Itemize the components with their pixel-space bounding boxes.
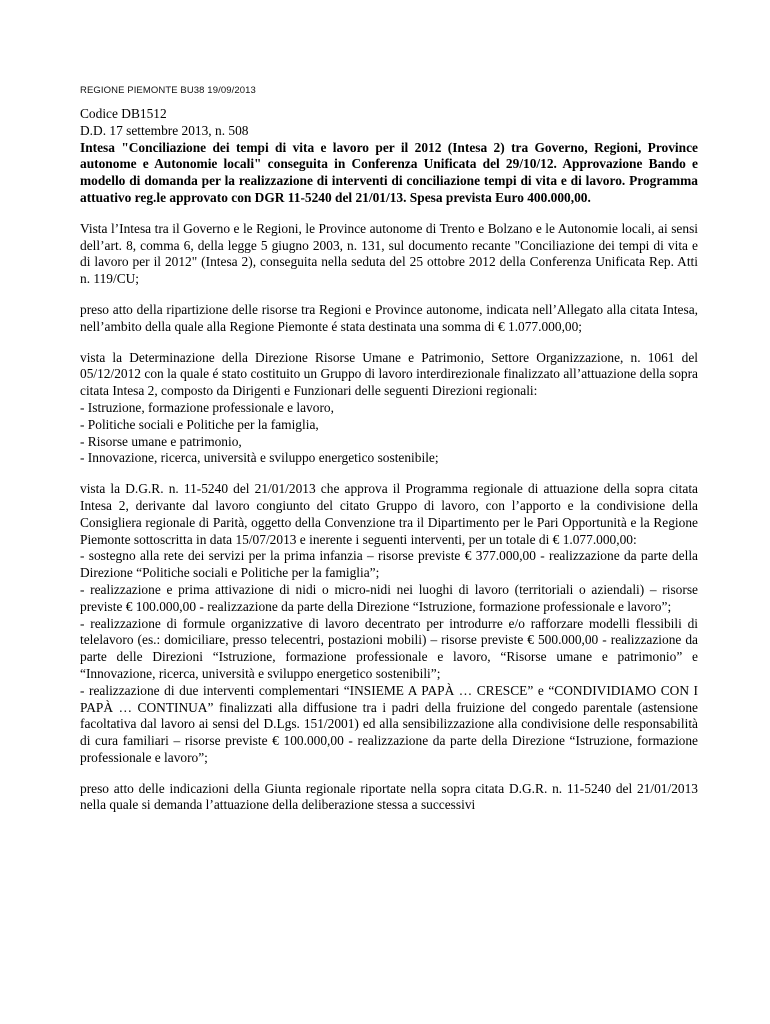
list-item: - realizzazione di due interventi complementari “INSIEME A PAPÀ … CRESCE” e “CONDIVIDIAMO CON I PAPÀ … CONTINUA” finalizzati alla diffusione tra i padri della fruizione del congedo parentale (astensione facoltativa dal lavoro ai sensi del D.Lgs. 151/2001) ed alla sensibilizzazione alla condivisione delle responsabilità di cura familiari – risorse previste € 100.000,00 - realizzazione da parte della Direzione “Istruzione, formazione professionale e lavoro”;: [80, 682, 698, 765]
paragraph-ripartizione: preso atto della ripartizione delle risorse tra Regioni e Province autonome, indicata nell’Allegato alla citata Intesa, nell’ambito della quale alla Regione Piemonte é stata destinata una somma di € 1.077.000,00;: [80, 301, 698, 334]
document-title: Intesa "Conciliazione dei tempi di vita e lavoro per il 2012 (Intesa 2) tra Governo, Regioni, Province autonome e Autonomie locali" conseguita in Conferenza Unificata del 29/10/12. Approvazione Bando e modello di domanda per la realizzazione di interventi di conciliazione tempi di vita e di lavoro. Programma attuativo reg.le approvato con DGR 11-5240 del 21/01/13. Spesa prevista Euro 400.000,00.: [80, 139, 698, 205]
list-item: - sostegno alla rete dei servizi per la prima infanzia – risorse previste € 377.000,00 - realizzazione da parte della Direzione “Politiche sociali e Politiche per la famiglia”;: [80, 548, 698, 581]
paragraph-preso-atto: preso atto delle indicazioni della Giunta regionale riportate nella sopra citata D.G.R. n. 11-5240 del 21/01/2013 nella quale si demanda l’attuazione della deliberazione stessa a successivi: [80, 780, 698, 813]
paragraph-vista-intesa: Vista l’Intesa tra il Governo e le Regioni, le Province autonome di Trento e Bolzano e le Autonomie locali, ai sensi dell’art. 8, comma 6, della legge 5 giugno 2003, n. 131, sul documento recante "Conciliazione dei tempi di vita e di lavoro per il 2012" (Intesa 2), conseguita nella seduta del 25 ottobre 2012 della Conferenza Unificata Rep. Atti n. 119/CU;: [80, 220, 698, 287]
list-item: - Politiche sociali e Politiche per la famiglia,: [80, 416, 319, 432]
list-item: - Istruzione, formazione professionale e lavoro,: [80, 399, 334, 415]
codice: Codice DB1512: [80, 106, 167, 121]
list-item: - realizzazione e prima attivazione di nidi o micro-nidi nei luoghi di lavoro (territoriali o aziendali) – risorse previste € 100.000,00 - realizzazione da parte della Direzione “Istruzione, formazione professionale e lavoro”;: [80, 581, 698, 614]
determination-number: D.D. 17 settembre 2013, n. 508: [80, 122, 249, 138]
paragraph-dgr: vista la D.G.R. n. 11-5240 del 21/01/2013 che approva il Programma regionale di attuazione della sopra citata Intesa 2, derivante dal lavoro congiunto del citato Gruppo di lavoro, con l’apporto e la condivisione della Consigliera regionale di Parità, oggetto della Convenzione tra il Dipartimento per le Pari Opportunità e la Regione Piemonte sottoscritta in data 15/07/2013 e inerente i seguenti interventi, per un totale di € 1.077.000,00:: [80, 481, 698, 547]
list-item: - Risorse umane e patrimonio,: [80, 433, 242, 449]
bulletin-header: REGIONE PIEMONTE BU38 19/09/2013: [80, 85, 256, 96]
list-item: - Innovazione, ricerca, università e sviluppo energetico sostenibile;: [80, 450, 439, 466]
list-item: - realizzazione di formule organizzative di lavoro decentrato per introdurre e/o rafforzare modelli flessibili di telelavoro (es.: domiciliare, presso telecentri, postazioni mobili) – risorse previste € 500.000,00 - realizzazione da parte delle Direzioni “Istruzione, formazione professionale e lavoro, “Risorse umane e patrimonio” e “Innovazione, ricerca, università e sviluppo energetico sostenibili”;: [80, 615, 698, 681]
document-body: [80, 106, 698, 814]
paragraph-determinazione: vista la Determinazione della Direzione Risorse Umane e Patrimonio, Settore Organizzazione, n. 1061 del 05/12/2012 con la quale é stato costituito un Gruppo di lavoro interdirezionale finalizzato all’attuazione della sopra citata Intesa 2, composto da Dirigenti e Funzionari delle seguenti Direzioni regionali:: [80, 349, 698, 399]
